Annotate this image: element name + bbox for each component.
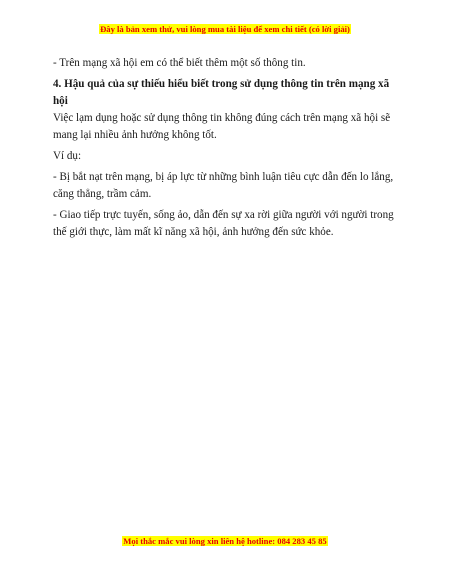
body-paragraph: Việc lạm dụng hoặc sử dụng thông tin không đúng cách trên mạng xã hội sẽ mang lại nhiều ảnh hưởng không tốt.: [53, 112, 391, 141]
preview-notice-banner: [0, 24, 450, 35]
body-paragraph: - Trên mạng xã hội em có thể biết thêm một số thông tin.: [53, 57, 306, 69]
document-body: [53, 55, 399, 245]
hotline-banner: [0, 536, 450, 547]
body-paragraph: - Giao tiếp trực tuyến, sống ảo, dẫn đến sự xa rời giữa người với người trong thế giới thực, làm mất kĩ năng xã hội, ảnh hưởng đến sức khỏe.: [53, 209, 394, 238]
preview-notice-text: Đây là bản xem thử, vui lòng mua tài liệu để xem chi tiết (có lời giải): [100, 24, 350, 34]
body-paragraph: Ví dụ:: [53, 150, 82, 162]
section-heading: 4. Hậu quả của sự thiếu hiểu biết trong sử dụng thông tin trên mạng xã hội: [53, 78, 390, 107]
hotline-text: Mọi thắc mắc vui lòng xin liên hệ hotline: 084 283 45 85: [123, 536, 327, 546]
body-paragraph: - Bị bắt nạt trên mạng, bị áp lực từ những bình luận tiêu cực dẫn đến lo lắng, căng thẳng, trầm cảm.: [53, 171, 394, 200]
